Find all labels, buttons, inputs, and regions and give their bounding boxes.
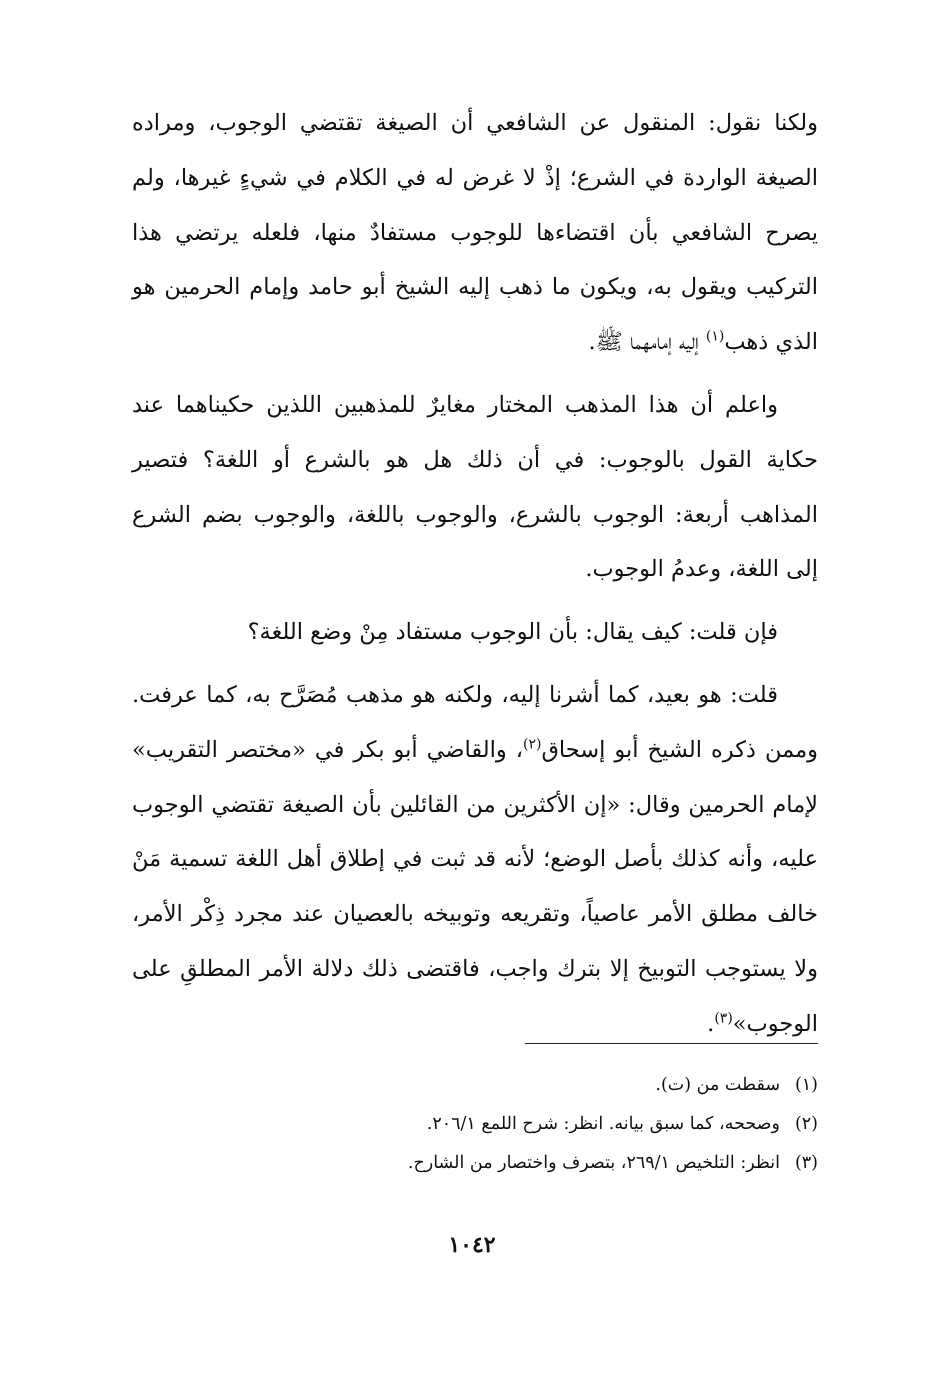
- footnote-ref-3: (٣): [714, 1010, 733, 1027]
- footnote-3: [132, 1144, 818, 1183]
- footnote-ref-1: (١): [705, 328, 725, 345]
- paragraph-4-text: ، والقاضي أبو بكر في «مختصر التقريب» لإمام الحرمين وقال: «إن الأكثرين من القائلين بأن الصيغة تقتضي الوجوب عليه، وأنه كذلك بأصل الوضع؛ لأنه قد ثبت في إطلاق أهل اللغة تسمية مَنْ خالف مطلق الأمر عاصياً، وتقريعه وتوبيخه بالعصيان عند مجرد ذِكْر الأمر، ولا يستوجب التوبيخ إلا بترك واجب، فاقتضى ذلك دلالة الأمر المطلقِ على الوجوب»: [132, 736, 818, 1037]
- page-number: ١٠٤٢: [448, 1232, 496, 1258]
- footnote-2: [132, 1105, 818, 1144]
- footnote-number: (١): [794, 1075, 818, 1095]
- paragraph-1: [132, 96, 818, 370]
- paragraph-2: واعلم أن هذا المذهب المختار مغايرٌ للمذهبين اللذين حكيناهما عند حكاية القول بالوجوب: في أن ذلك هل هو بالشرع أو اللغة؟ فتصير المذاهب أربعة: الوجوب بالشرع، والوجوب باللغة، والوجوب بضم الشرع إلى اللغة، وعدمُ الوجوب.: [132, 391, 818, 583]
- footnote-text: سقطت من (ت).: [655, 1075, 780, 1095]
- footnote-divider: [525, 1043, 818, 1044]
- footnote-text: انظر: التلخيص ٢٦٩/١، بتصرف واختصار من الشارح.: [407, 1153, 780, 1173]
- footnote-1: [132, 1066, 818, 1105]
- footnote-ref-2: (٢): [522, 736, 542, 753]
- main-text: [132, 96, 818, 1060]
- footnote-text: وصححه، كما سبق بيانه. انظر: شرح اللمع ٢٠٦/١.: [426, 1114, 780, 1134]
- paragraph-4-start: قلت: هو بعيد، كما أشرنا إليه، ولكنه هو مذهب مُصَرَّح به، كما عرفت. وممن ذكره الشيخ أبو إسحاق: [132, 681, 818, 763]
- paragraph-3: فإن قلت: كيف يقال: بأن الوجوب مستفاد مِنْ وضع اللغة؟: [247, 619, 778, 646]
- paragraph-4: [132, 668, 818, 1052]
- paragraph-4-tail: .: [707, 1010, 715, 1037]
- paragraph-1-end: إليه إمامهما ﷺ.: [588, 329, 706, 356]
- footnotes: [132, 1066, 818, 1183]
- paragraph-1-text: ولكنا نقول: المنقول عن الشافعي أن الصيغة تقتضي الوجوب، ومراده الصيغة الواردة في الشرع؛ إذْ لا غرض له في الكلام في شيءٍ غيرها، ولم يصرح الشافعي بأن اقتضاءها للوجوب مستفادٌ منها، فلعله يرتضي هذا التركيب ويقول به، ويكون ما ذهب إليه الشيخ أبو حامد وإمام الحرمين هو الذي ذهب: [132, 110, 818, 356]
- footnote-number: (٢): [794, 1114, 818, 1134]
- footnote-number: (٣): [794, 1153, 818, 1173]
